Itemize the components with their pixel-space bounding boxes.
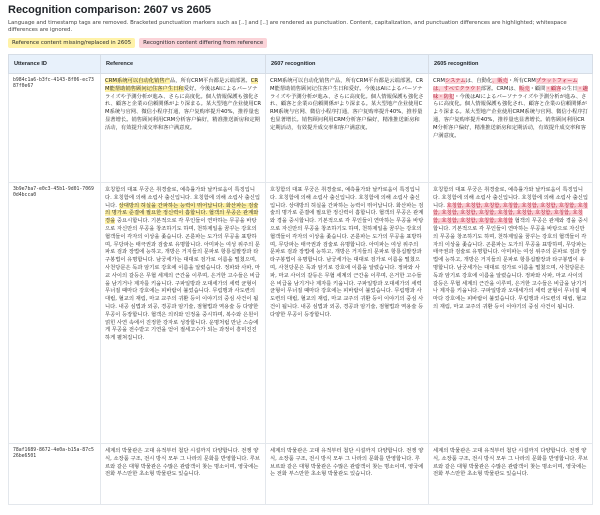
difference-highlight: ・顧客: [545, 85, 562, 92]
text-segment: 중요시합니다. 기본적으로 각 무인들이 연마하는 무공을 바탕으로 자신만의 무공을 창조하기도 하며, 천하제일을 꿈꾸는 강호의 협객들이 각자의 이상을 좇습니다. 곤륜파는 도가의 무공을 표방하며, 무당파는 태극권과 검술로 유명합니다. 아미파는 여성 위주의 문파로 검과 장법에 능하고, 개방은 거지들의 문파로 항룡십팔장과 타구봉법이 유명합니다. 남궁세가는 대대로 검가로 이름을 떨쳤으며, 사천당문은 독과 암기로 강호에 이름을 알렸습니다. 정파와 사파, 마교 사이의 갈등은 무협 세계의 근간을 이루며, 은거한 고수들은 비급을 남기거나 제자를 키웁니다. 구파일방과 오대세가의 세력 균형이 무너질 때마다 강호에는 피바람이 불었습니다. 무림맹과 사도련의 대립, 혈교의 재림, 마교 교주의 귀환 등이 이야기의 중심 사건이 됩니다. 내공 심법과 외공, 경공과 암기술, 점혈법과 역용술 등 다양한 무공이 등장합니다. 협객은 의리와 인정을 중시하며, 복수와 은원이 얽힌 사연 속에서 진정한 강자로 성장합니다. 운명처럼 만난 스승에게 무공을 전수받고 기연을 얻어 절세고수가 되는 과정이 흥미진진하게 펼쳐집니다.: [105, 218, 260, 342]
difference-highlight: システム: [444, 78, 466, 84]
recognition-2607-cell: [266, 444, 429, 505]
reference-cell: [101, 183, 266, 444]
text-segment: 협객의 무공은 관계와 경을 중시합니다. 기본적으로 각 무인들이 연마하는 무공을 바탕으로 자신만의 무공을 창조하기도 하며, 천하제일을 꿈꾸는 강호의 협객들이 각자의 이상을 좇습니다. 곤륜파는 도가의 무공을 표방하며, 무당파는 태극권과 검술로 유명합니다. 아미파는 여성 위주의 문파로 검과 장법에 능하고, 개방은 거지들의 문파로 항룡십팔장과 타구봉법이 유명합니다. 남궁세가는 대대로 검가로 이름을 떨쳤으며, 사천당문은 독과 암기로 강호에 이름을 알렸습니다. 정파와 사파, 마교 사이의 갈등은 무협 세계의 근간을 이루며, 은거한 고수들은 비급을 남기거나 제자를 키웁니다. 구파일방과 오대세가의 세력 균형이 무너질 때마다 강호에는 피바람이 불었습니다. 무림맹과 사도련의 대립, 혈교의 재림, 마교 교주의 귀환 등이 이야기의 중심 사건이 됩니다.: [433, 218, 588, 310]
text-segment: は、自動化: [465, 78, 493, 84]
text-segment: 爱好。今後はAIによるパーソナライズや予測分析が進み、さらに高度化。個人情報保護も強化され、顧客と企業の信頼関係がより深まる。某大型地产企业使用CRM系统与官网、微信小程序打通，客户复购率提升40%，推荐量也显著增长。销售顾问利用CRM分析客户偏好，精准推送新房和定期活动，有效提升成交率和客户满意度。: [105, 85, 262, 131]
text-segment: の生日: [561, 85, 578, 92]
column-header-reference: Reference: [101, 55, 266, 74]
text-segment: 호칭함의 대표 무궁은 취경술로, 예측률가와 날카로움이 특징입니다. 호칭함에 의해 소림사 출신입니다. 호칭함에 의해 소림사 출신입니다.: [105, 187, 260, 209]
legend: [8, 38, 592, 48]
recognition-2607-cell: [266, 183, 429, 444]
recognition-2605-cell: [429, 444, 593, 505]
text-segment: ・所有CRM: [508, 78, 536, 84]
text-segment: CRM系统可以自动化销售产品，所有CRM平台都是云端部署。CRM能帮助销售顾问记住客户生日和爱好。今後はAIによるパーソナライズや予測分析が進み、さらに高度化。個人情報保護も強化され、顧客と企業の信頼関係がより深まる。某大型地产企业使用CRM系统与官网、微信小程序打通，客户复购率提升40%，推荐量也显著增长。销售顾问利用CRM分析客户偏好，精准推送新房和定期活动，有效提升成交率和客户满意度。: [270, 78, 424, 131]
text-segment: 호칭함의 대표 무궁은 취경술로, 예측률가와 날카로움이 특징입니다. 호칭함에 의해 소림사 출신입니다. 호칭함에 의해 소림사 출신입니다.: [433, 187, 588, 209]
column-header-2607: 2607 recognition: [266, 55, 429, 74]
utterance-id-cell: b984c1a6-b3fc-4143-8f06-ec7387f0e67: [9, 74, 101, 183]
page-title: Recognition comparison: 2607 vs 2605: [8, 4, 211, 16]
table-row: [9, 183, 593, 444]
recognition-2605-cell: [429, 74, 593, 183]
text-segment: 品，所有CRM平台都是云端部署。: [169, 78, 251, 84]
text-segment: 세계의 박물관은 고대 유적부터 첨단 시설까지 다양합니다. 전쟁 양식, 소장품 구조, 전시 방식 모두 그 나라의 문화를 반영합니다. 루브르와 같은 대형 박물관은 수많은 관람객이 찾는 명소이며, 영국에는 전화 부스만한 초소형 박물관도 있습니다.: [433, 448, 588, 478]
text-segment: CRM: [433, 78, 445, 84]
reference-cell: [101, 74, 266, 183]
table-row: [9, 444, 593, 505]
text-segment: 호칭함의 대표 무궁은 취경술로, 예측률가와 날카로움이 특징입니다. 호칭함에 의해 소림사 출신입니다. 호칭함에 의해 소림사 출신입니다. 상대방의 허실을 간파하는 능력이 뛰어납니다. 화산파는 검술의 명가로 준결에 필요한 정신력이 흡합니다. 협객의 무공은 관계와 경을 중시합니다. 기본적으로 각 무인들이 연마하는 무공을 바탕으로 자신만의 무공을 창조하기도 하며, 천하제일을 꿈꾸는 강호의 협객들이 각자의 이상을 좇습니다. 곤륜파는 도가의 무공을 표방하며, 무당파는 태극권과 검술로 유명합니다. 아미파는 여성 위주의 문파로 검과 장법에 능하고, 개방은 거지들의 문파로 항룡십팔장과 타구봉법이 유명합니다. 남궁세가는 대대로 검가로 이름을 떨쳤으며, 사천당문은 독과 암기로 강호에 이름을 알렸습니다. 정파와 사파, 마교 사이의 갈등은 무협 세계의 근간을 이루며, 은거한 고수들은 비급을 남기거나 제자를 키웁니다. 구파일방과 오대세가의 세력 균형이 무너질 때마다 강호에는 피바람이 불었습니다. 무림맹과 사도련의 대립, 혈교의 재림, 마교 교주의 귀환 등이 이야기의 중심 사건이 됩니다. 내공 심법과 외공, 경공과 암기술, 점혈법과 역용술 등 다양한 무공이 등장합니다.: [270, 187, 424, 318]
reference-cell: [101, 444, 266, 505]
recognition-2605-cell: [429, 183, 593, 444]
legend-missing-chip: Reference content missing/replaced in 2605: [8, 38, 135, 48]
difference-highlight: 、販売: [492, 78, 509, 84]
description: Language and timestamp tags are removed. Bracketed punctuation markers such as [..] and [..] are rendered as punctuation. Content, capitalization, and punctuation differences are highlighted; whitespace differences are ignored.: [8, 20, 567, 33]
difference-highlight: 호칭함, 호칭함, 호칭함, 호칭함, 호칭함, 호칭함, 호칭함, 호칭함, 호칭함, 호칭함, 호칭함, 호칭함, 호칭함, 호칭함, 호칭함, 호칭함, 호칭함, 호칭함, 호칭함, 호칭함: [433, 202, 588, 225]
text-segment: ・今後はAIによるパーソナライズや予測分析が進み、さらに高度化。個人情報保護も強化され、顧客と企業の信頼関係がより深まる。某大型地产企业使用CRM系统与官网、微信小程序打通，客户复购率提升40%，推荐量也显著增长。销售顾问利用CRM分析客户偏好，精准推送新房和定期活动，有效提升成交率和客户满意度。: [433, 93, 588, 139]
column-header-2605: 2605 recognition: [429, 55, 593, 74]
missing-highlight: CRM能帮助销售顾问记住客户生日和: [105, 78, 259, 92]
text-segment: ・顧問: [529, 85, 546, 92]
recognition-2607-cell: [266, 74, 429, 183]
text-segment: 세계의 박물관은 고대 유적부터 첨단 시설까지 다양합니다. 전쟁 양식, 소장품 구조, 전시 방식 모두 그 나라의 문화를 반영합니다. 루브르와 같은 대형 박물관은 수많은 관람객이 찾는 명소이며, 영국에는 전화 부스만한 초소형 박물관도 있습니다.: [270, 448, 424, 478]
utterance-id-cell: 3b9e7ba7-e0c3-45b1-9d01-70690d4bcca0: [9, 183, 101, 444]
table-header-row: [9, 55, 593, 74]
missing-highlight: CRM系统可以自动化销售产: [105, 78, 170, 84]
legend-differing-chip: Recognition content differing from reference: [139, 38, 267, 48]
difference-highlight: プラットフォームは、すべてクラウド: [433, 78, 578, 92]
column-header-utterance-id: Utterance ID: [9, 55, 101, 74]
utterance-id-cell: 78af1689-8672-4e0a-b15a-87c526be6501: [9, 444, 101, 505]
table-row: [9, 74, 593, 183]
comparison-table: [8, 54, 593, 505]
missing-highlight: 상대방의 허실을 간파하는 능력이 뛰어납니다. 화산파는 검술의 명가로 준결에 필요한 정신력이 흡합니다. 협객의 무공은 관계와 경을: [105, 202, 259, 225]
difference-highlight: 販売: [519, 85, 530, 92]
text-segment: 部署。CRMは、: [480, 85, 520, 92]
difference-highlight: ・趣味・防犯: [433, 85, 588, 100]
text-segment: 세계의 박물관은 고대 유적부터 첨단 시설까지 다양합니다. 전쟁 양식, 소장품 구조, 전시 방식 모두 그 나라의 문화를 반영합니다. 루브르와 같은 대형 박물관은 수많은 관람객이 찾는 명소이며, 영국에는 전화 부스만한 초소형 박물관도 있습니다.: [105, 448, 260, 478]
